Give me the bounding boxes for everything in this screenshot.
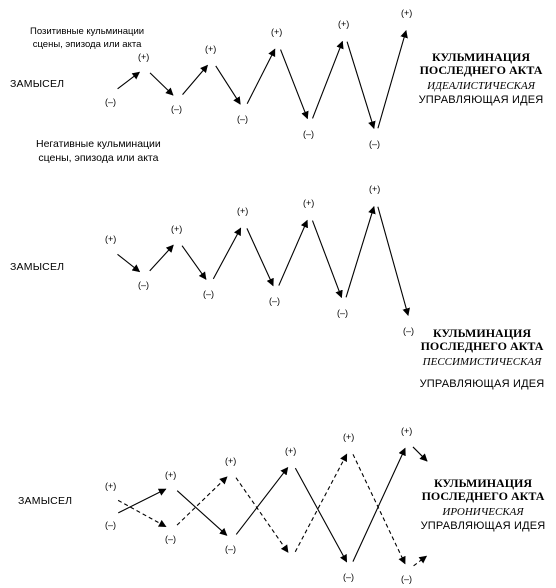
pessimistic-plus-7: (+) <box>303 198 315 208</box>
idealistic-plus-2: (+) <box>138 52 150 62</box>
ironic-solid-arrow-1 <box>118 489 165 513</box>
pessimistic-arrow-7 <box>312 221 341 298</box>
ironic-dashed-arrow-4 <box>295 454 346 552</box>
idealistic-plus-10: (+) <box>401 8 413 18</box>
ironic-solid-plus-6: (+) <box>401 426 413 436</box>
idealistic-arrow-3 <box>183 65 208 94</box>
idealistic-arrow-6 <box>281 50 308 119</box>
negative-climax-note: Негативные кульминации сцены, эпизода или акта <box>36 138 161 165</box>
concept-label-pessimistic: ЗАМЫСЕЛ <box>10 261 65 273</box>
idealistic-arrow-9 <box>378 31 406 129</box>
idealistic-minus-9: (–) <box>369 139 380 149</box>
ironic-solid-arrow-5 <box>353 448 405 561</box>
pessimistic-arrow-5 <box>247 228 273 285</box>
pessimistic-arrow-3 <box>182 246 206 280</box>
pessimistic-arrow-4 <box>213 228 240 279</box>
climax-block-ironic: КУЛЬМИНАЦИЯ ПОСЛЕДНЕГО АКТА ИРОНИЧЕСКАЯ УПРАВЛЯЮЩАЯ ИДЕЯ <box>420 476 546 532</box>
idealistic-minus-5: (–) <box>237 114 248 124</box>
ironic-solid-plus-2: (+) <box>165 470 177 480</box>
pessimistic-minus-6: (–) <box>269 296 280 306</box>
ironic-solid-minus-3: (–) <box>225 544 236 554</box>
idealistic-plus-6: (+) <box>271 27 283 37</box>
ironic-dashed-arrow-6 <box>414 556 427 566</box>
pessimistic-minus-10: (–) <box>403 326 414 336</box>
idealistic-plus-4: (+) <box>205 44 217 54</box>
pessimistic-minus-8: (–) <box>337 308 348 318</box>
ironic-dashed-plus-1: (+) <box>105 481 117 491</box>
climax-block-idealistic: КУЛЬМИНАЦИЯ ПОСЛЕДНЕГО АКТА ИДЕАЛИСТИЧЕСКАЯ УПРАВЛЯЮЩАЯ ИДЕЯ <box>418 50 544 106</box>
ironic-solid-minus-1: (–) <box>105 520 116 530</box>
ironic-dashed-plus-3: (+) <box>225 456 237 466</box>
ironic-dashed-arrow-3 <box>236 478 288 553</box>
idealistic-arrow-1 <box>118 72 140 89</box>
pessimistic-plus-1: (+) <box>105 234 117 244</box>
positive-climax-note: Позитивные кульминации сцены, эпизода или акта <box>30 26 145 50</box>
ironic-dashed-arrow-2 <box>177 477 227 525</box>
ironic-solid-arrow-3 <box>236 468 287 535</box>
ironic-dashed-plus-5: (+) <box>343 432 355 442</box>
ironic-solid-plus-4: (+) <box>285 446 297 456</box>
pessimistic-arrow-6 <box>279 220 307 285</box>
concept-label-idealistic: ЗАМЫСЕЛ <box>10 78 65 90</box>
ironic-dashed-minus-6: (–) <box>401 574 412 584</box>
idealistic-arrow-5 <box>247 49 275 104</box>
climax-block-pessimistic: КУЛЬМИНАЦИЯ ПОСЛЕДНЕГО АКТА ПЕССИМИСТИЧЕСКАЯ УПРАВЛЯЮЩАЯ ИДЕЯ <box>419 326 545 390</box>
pessimistic-arrow-1 <box>117 254 139 271</box>
ironic-dashed-arrow-5 <box>353 454 405 563</box>
ironic-dashed-arrow-1 <box>118 500 166 526</box>
idealistic-minus-3: (–) <box>171 104 182 114</box>
pessimistic-minus-4: (–) <box>203 289 214 299</box>
idealistic-arrow-2 <box>150 73 173 95</box>
ironic-solid-arrow-2 <box>177 491 227 536</box>
concept-label-ironic: ЗАМЫСЕЛ <box>18 495 73 507</box>
idealistic-arrow-8 <box>347 42 374 129</box>
ironic-dashed-minus-2: (–) <box>165 534 176 544</box>
idealistic-minus-1: (–) <box>105 97 116 107</box>
pessimistic-arrow-9 <box>378 207 408 316</box>
pessimistic-plus-9: (+) <box>369 184 381 194</box>
ironic-solid-arrow-4 <box>295 468 346 562</box>
pessimistic-arrow-8 <box>346 207 374 298</box>
pessimistic-arrow-2 <box>150 245 174 271</box>
idealistic-arrow-4 <box>216 66 240 104</box>
idealistic-plus-8: (+) <box>338 19 350 29</box>
pessimistic-plus-5: (+) <box>237 206 249 216</box>
idealistic-minus-7: (–) <box>303 129 314 139</box>
pessimistic-minus-2: (–) <box>138 280 149 290</box>
idealistic-arrow-7 <box>313 42 343 119</box>
pessimistic-plus-3: (+) <box>171 224 183 234</box>
ironic-solid-arrow-6 <box>413 447 427 461</box>
ironic-solid-minus-5: (–) <box>343 572 354 582</box>
